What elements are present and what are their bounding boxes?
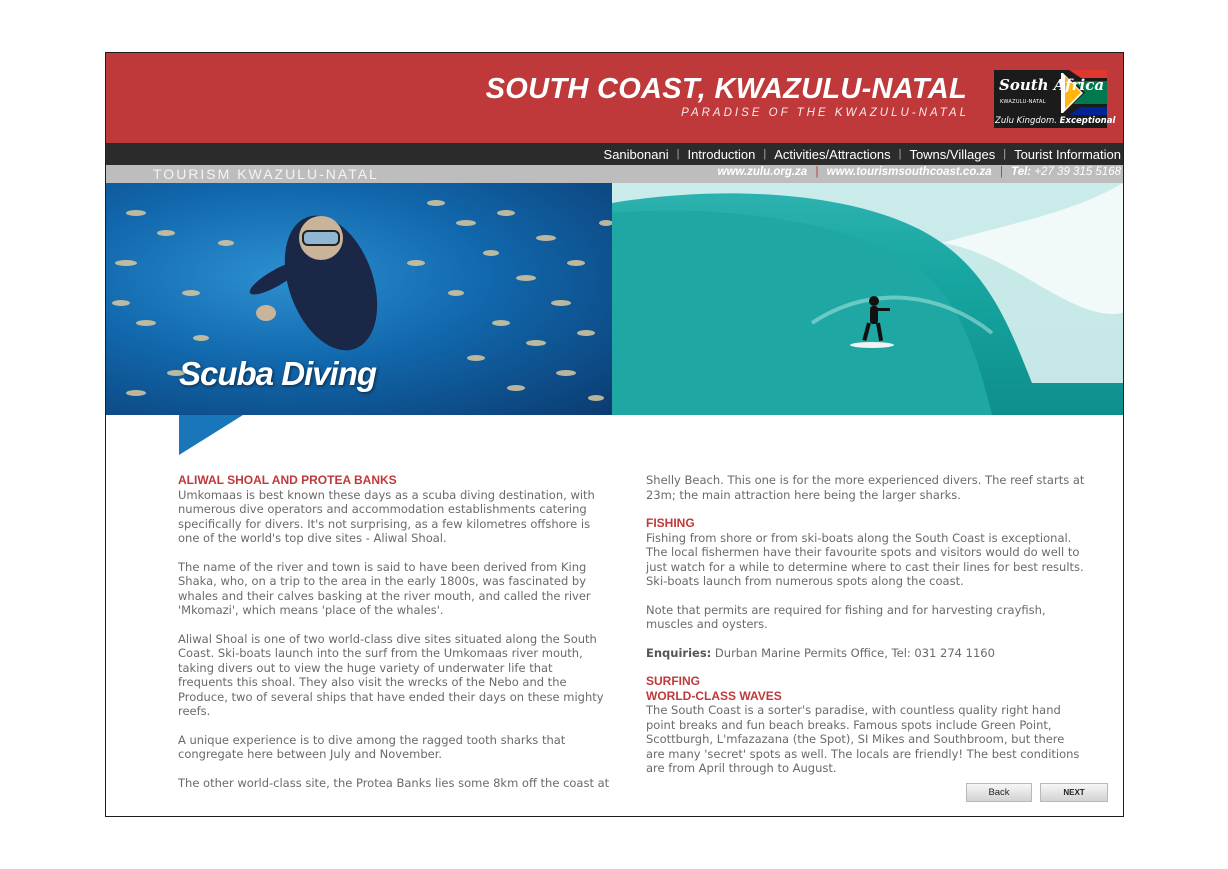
nav-item-sanibonani[interactable]: Sanibonani: [603, 146, 669, 162]
protea-paragraph: Shelly Beach. This one is for the more experienced divers. The reef starts at 23m; the main attraction here being the larger sharks.: [646, 473, 1085, 502]
nav-divider: |: [676, 148, 680, 160]
tourism-label: TOURISM KWAZULU-NATAL: [153, 166, 379, 182]
right-column: [646, 473, 1086, 790]
fishing-paragraph-1: Fishing from shore or from ski-boats along the South Coast is exceptional. The local fishermen have their favourite spots and visitors would do well to just watch for a while to determine where to cast their lines for best results. Ski-boats launch from numerous spots along the coast.: [646, 530, 1084, 588]
nav-divider: |: [763, 148, 767, 160]
contact-divider: |: [815, 166, 819, 178]
website-link-zulu[interactable]: www.zulu.org.za: [717, 166, 808, 178]
nav-item-tourist-information[interactable]: Tourist Information: [1014, 146, 1121, 162]
info-bar: [106, 165, 1123, 183]
aliwal-paragraph-2: The name of the river and town is said to have been derived from King Shaka, who, on a trip to the area in the early 1800s, was fascinated by whales and their calves basking at the river mouth, and called the river 'Mkomazi', which means 'place of the whales'.: [178, 559, 591, 617]
nav-divider: |: [898, 148, 902, 160]
surfing-heading: SURFING: [646, 674, 700, 688]
aliwal-paragraph-3: Aliwal Shoal is one of two world-class dive sites situated along the South Coast. Ski-boats launch into the surf from the Umkomaas river mouth, taking divers out to view the huge variety of underwater life that frequents this shoal. They also visit the wrecks of the Nebo and the Produce, two of several ships that have ended their days on these mighty reefs.: [178, 631, 604, 718]
next-button[interactable]: NEXT: [1040, 783, 1108, 802]
fishing-paragraph-2: Note that permits are required for fishing and for harvesting crayfish, muscles and oysters.: [646, 602, 1046, 631]
aliwal-paragraph-5: The other world-class site, the Protea Banks lies some 8km off the coast at: [178, 775, 610, 790]
nav-item-activities[interactable]: Activities/Attractions: [774, 146, 891, 162]
logo-tagline-bold: Exceptional: [1059, 116, 1116, 126]
website-link-southcoast[interactable]: www.tourismsouthcoast.co.za: [826, 166, 992, 178]
aliwal-paragraph-4: A unique experience is to dive among the ragged tooth sharks that congregate here between July and November.: [178, 732, 566, 761]
back-button[interactable]: Back: [966, 783, 1032, 802]
enquiries-label: Enquiries:: [646, 645, 712, 660]
page-title: SOUTH COAST, KWAZULU-NATAL: [485, 73, 967, 105]
phone-label: Tel:: [1011, 166, 1032, 178]
scuba-diving-caption: Scuba Diving: [179, 355, 377, 392]
logo-region: KWAZULU-NATAL: [1000, 99, 1046, 105]
brochure-page: [105, 52, 1124, 817]
caption-pointer: [179, 415, 245, 457]
logo-tagline-plain: Zulu Kingdom.: [995, 116, 1057, 126]
waves-heading: WORLD-CLASS WAVES: [646, 688, 782, 703]
scuba-diver-photo: [106, 183, 612, 415]
main-nav: [106, 143, 1123, 165]
header-banner: [106, 53, 1123, 143]
logo-wordmark: South Africa: [999, 76, 1105, 94]
enquiries-text: Durban Marine Permits Office, Tel: 031 274 1160: [714, 645, 995, 660]
phone-number: +27 39 315 5168: [1034, 166, 1121, 178]
fishing-heading: FISHING: [646, 516, 695, 530]
nav-item-introduction[interactable]: Introduction: [687, 146, 756, 162]
surfing-paragraph: The South Coast is a sorter's paradise, with countless quality right hand point breaks and fun beach breaks. Famous spots include Green Point, Scottburgh, L'mfazazana (the Spot), SI Mikes and Southbroom, but there are many 'secret' spots as well. The locals are friendly! The best conditions are from April through to August.: [646, 703, 1080, 775]
surfing-wave-photo: [612, 183, 1123, 415]
left-column: [178, 473, 610, 804]
aliwal-paragraph-1: Umkomaas is best known these days as a scuba diving destination, with numerous dive operators and accommodation establishments catering specifically for divers. It's not surprising, as a few kilometres offshore is one of the world's top dive sites - Aliwal Shoal.: [178, 487, 595, 545]
page-subtitle: PARADISE OF THE KWAZULU-NATAL: [681, 107, 969, 119]
wave-surfer-illustration: [612, 183, 1123, 415]
contact-divider: |: [999, 166, 1003, 178]
enquiries-line: [646, 646, 1086, 661]
logo-tagline: [995, 116, 1115, 126]
aliwal-heading: ALIWAL SHOAL AND PROTEA BANKS: [178, 473, 397, 487]
contact-info: [718, 166, 1121, 178]
nav-divider: |: [1003, 148, 1007, 160]
nav-item-towns[interactable]: Towns/Villages: [909, 146, 996, 162]
